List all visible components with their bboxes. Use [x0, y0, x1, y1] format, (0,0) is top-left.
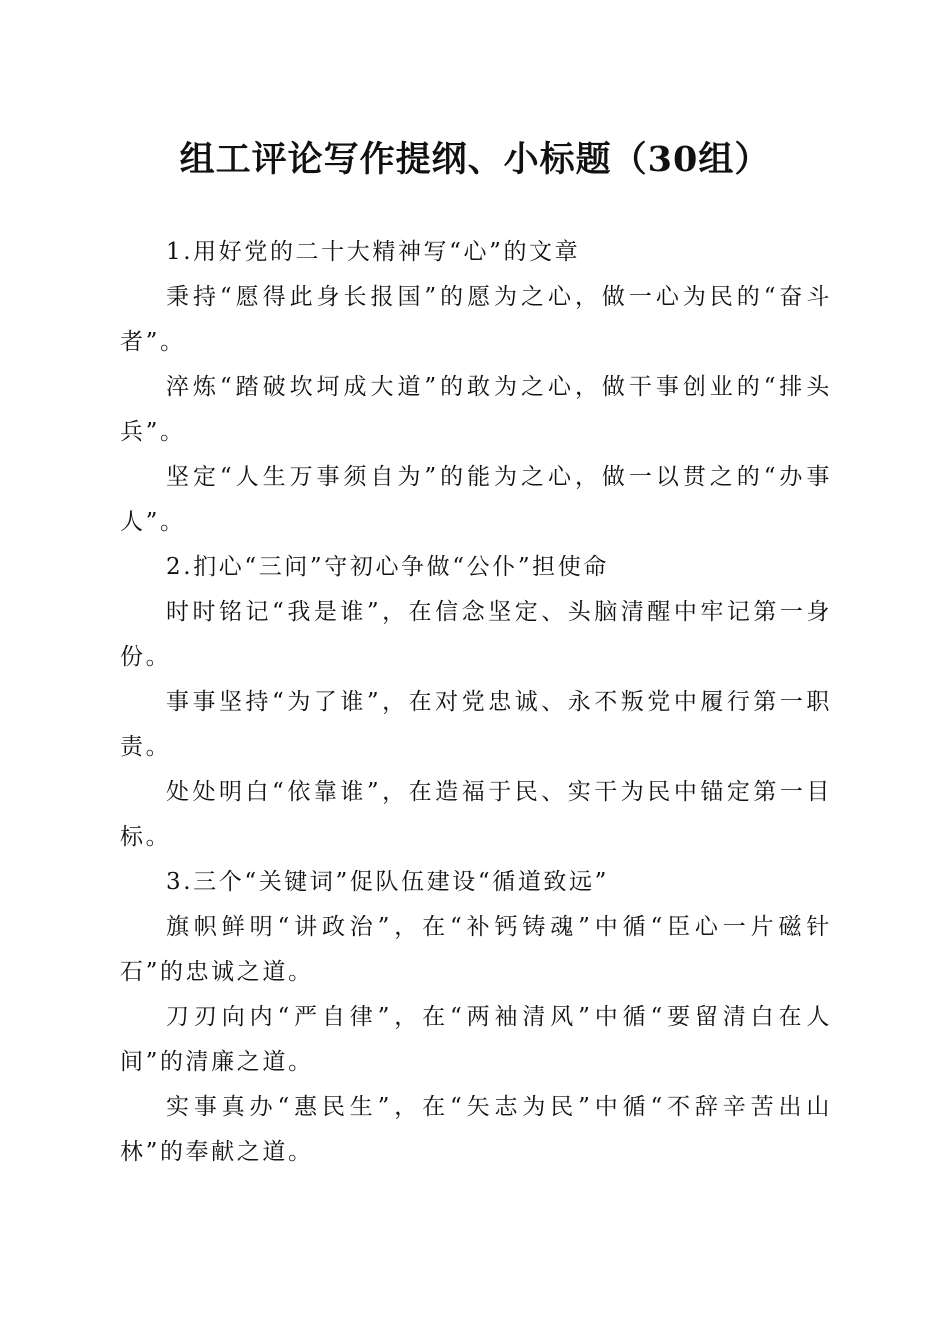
paragraph: 时时铭记“我是谁”，在信念坚定、头脑清醒中牢记第一身份。 [120, 599, 832, 670]
paragraph: 坚定“人生万事须自为”的能为之心，做一以贯之的“办事人”。 [120, 464, 832, 535]
section-heading-2: 2.扪心“三问”守初心争做“公仆”担使命 [166, 554, 609, 580]
document-body [120, 230, 832, 1175]
paragraph: 实事真办“惠民生”，在“矢志为民”中循“不辞辛苦出山林”的奉献之道。 [120, 1094, 832, 1165]
paragraph: 旗帜鲜明“讲政治”，在“补钙铸魂”中循“臣心一片磁针石”的忠诚之道。 [120, 914, 832, 985]
paragraph: 处处明白“依靠谁”，在造福于民、实干为民中锚定第一目标。 [120, 779, 832, 850]
paragraph: 刀刃向内“严自律”，在“两袖清风”中循“要留清白在人间”的清廉之道。 [120, 1004, 832, 1075]
document-title: 组工评论写作提纲、小标题（30组） [179, 139, 771, 180]
section-heading-1: 1.用好党的二十大精神写“心”的文章 [166, 239, 581, 265]
paragraph: 秉持“愿得此身长报国”的愿为之心，做一心为民的“奋斗者”。 [120, 284, 832, 355]
section-heading-3: 3.三个“关键词”促队伍建设“循道致远” [166, 869, 609, 895]
paragraph: 淬炼“踏破坎坷成大道”的敢为之心，做干事创业的“排头兵”。 [120, 374, 832, 445]
paragraph: 事事坚持“为了谁”，在对党忠诚、永不叛党中履行第一职责。 [120, 689, 832, 760]
